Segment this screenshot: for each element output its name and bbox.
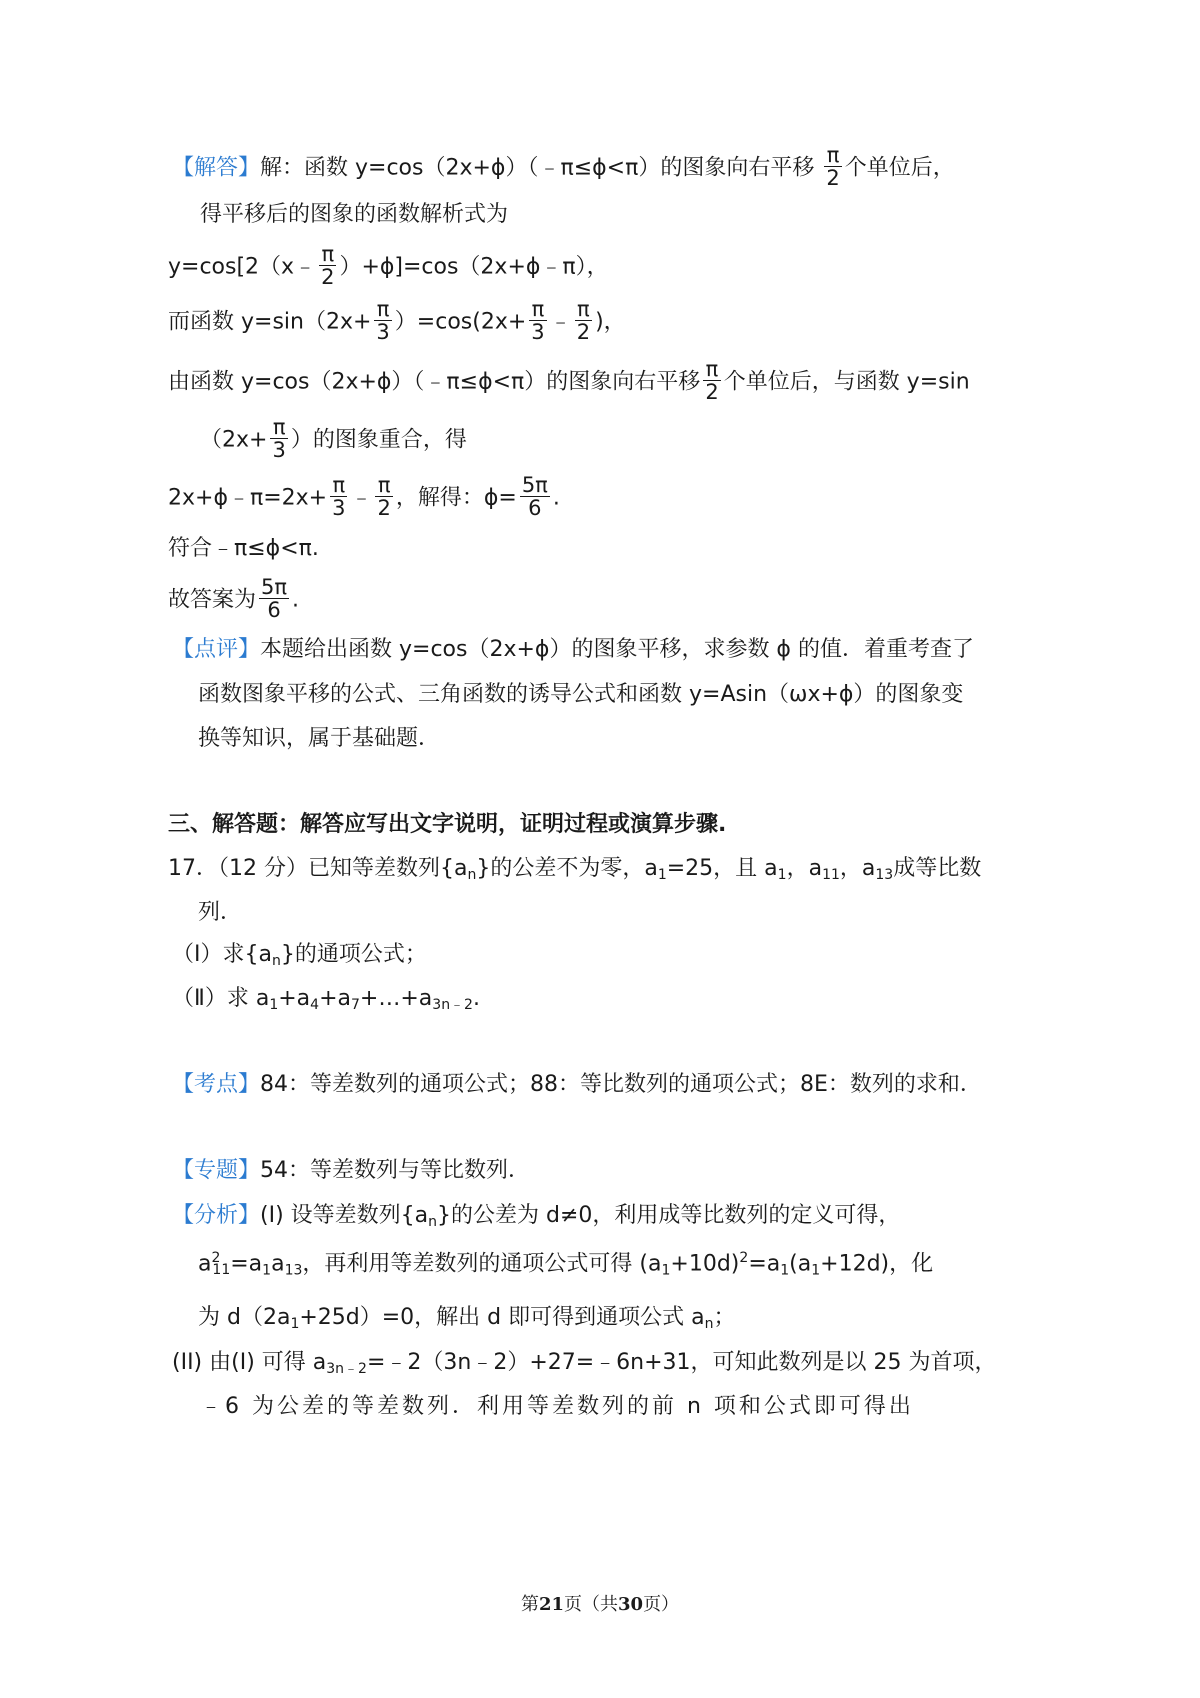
topic-line: 【专题】54：等差数列与等比数列．: [172, 1158, 531, 1183]
answer-line-3: y=cos[2（x﹣ $\frac{\pi}{2}$ ）+ϕ]=cos（2x+ϕ﹣π），: [168, 242, 609, 290]
total-pages: 30: [618, 1594, 644, 1615]
q17-line-2: 列．: [198, 900, 243, 925]
review-line-2: 函数图象平移的公式、三角函数的诱导公式和函数 y=Asin（ωx+ϕ）的图象变: [198, 682, 964, 707]
page-footer: 第21页（共30页）: [520, 1594, 680, 1615]
analysis-line-4: (II) 由(I) 可得 $a_{3n﹣2}=﹣2(3n﹣2)+27=﹣6n+31$，可知此数列是以 25 为首项，: [172, 1350, 997, 1377]
fraction-pi-over-3: $\frac{\pi}{3}$: [531, 297, 545, 345]
fraction-pi-over-2: $\frac{\pi}{2}$: [321, 242, 335, 290]
fraction-pi-over-3: $\frac{\pi}{3}$: [332, 473, 346, 521]
section-title: 三、解答题：解答应写出文字说明，证明过程或演算步骤.: [168, 812, 727, 837]
fraction-pi-over-3: $\frac{\pi}{3}$: [376, 297, 390, 345]
fraction-pi-over-3: $\frac{\pi}{3}$: [272, 415, 286, 463]
fraction-pi-over-2: $\frac{\pi}{2}$: [377, 473, 391, 521]
q17-part-2: （Ⅱ）求 $a_1+a_4+a_7+\dots+a_{3n﹣2}$.: [172, 986, 480, 1013]
fraction-5pi-over-6: $\frac{5\pi}{6}$: [261, 575, 288, 623]
fraction-5pi-over-6: $\frac{5\pi}{6}$: [521, 473, 548, 521]
answer-line-2: 得平移后的图象的函数解析式为: [200, 202, 509, 227]
q17-line-1: 17．（12 分）已知等差数列$\{a_n\}$的公差不为零，$a_1=25$，且 $a_1$，$a_{11}$，$a_{13}$成等比数: [168, 856, 982, 883]
answer-line-7: 2x+ϕ﹣π=2x+ $\frac{\pi}{3}$ ﹣ $\frac{\pi}{2}$ ，解得：ϕ= $\frac{5\pi}{6}$ .: [168, 473, 560, 521]
analysis-line-3: 为 $d(2a_1+25d)=0$，解出 d 即可得到通项公式 $a_n$；: [198, 1305, 736, 1332]
analysis-line-1: 【分析】(I) 设等差数列$\{a_n\}$的公差为 d≠0，利用成等比数列的定义可得，: [172, 1203, 901, 1230]
analysis-line-2: $a^2_{11}=a_1a_{13}$，再利用等差数列的通项公式可得 $(a_1+10d)^2=a_1(a_1+12d)$，化: [198, 1250, 934, 1279]
knowledge-line: 【考点】84：等差数列的通项公式；88：等比数列的通项公式；8E：数列的求和．: [172, 1072, 982, 1097]
analysis-line-5: ﹣6 为公差的等差数列．利用等差数列的前 n 项和公式即可得出: [200, 1394, 914, 1419]
review-tag: 【点评】: [172, 637, 261, 662]
analysis-tag: 【分析】: [172, 1203, 261, 1228]
answer-line-9: 故答案为 $\frac{5\pi}{6}$ .: [168, 575, 300, 623]
answer-tag: 【解答】: [172, 155, 261, 181]
knowledge-tag: 【考点】: [172, 1072, 261, 1097]
answer-line-1: 【解答】解：函数 y=cos（2x+ϕ）（﹣π≤ϕ<π）的图象向右平移 $\frac{\pi}{2}$ 个单位后，: [172, 143, 955, 191]
answer-line-5: 由函数 y=cos（2x+ϕ）（﹣π≤ϕ<π）的图象向右平移 $\frac{\pi}{2}$ 个单位后，与函数 y=sin: [168, 357, 970, 405]
answer-line-6: （2x+ $\frac{\pi}{3}$ ）的图象重合，得: [200, 415, 467, 463]
topic-tag: 【专题】: [172, 1158, 261, 1183]
q17-part-1: （Ⅰ）求$\{a_n\}$的通项公式；: [172, 942, 427, 969]
review-line-1: 【点评】本题给出函数 y=cos（2x+ϕ）的图象平移，求参数 ϕ 的值．着重考查了: [172, 637, 974, 662]
fraction-pi-over-2: $\frac{\pi}{2}$: [705, 357, 719, 405]
fraction-pi-over-2: $\frac{\pi}{2}$: [826, 143, 840, 191]
page-number: 21: [538, 1594, 564, 1615]
answer-line-4: 而函数 y=sin（2x+ $\frac{\pi}{3}$ ）=cos(2x+ $\frac{\pi}{3}$ ﹣ $\frac{\pi}{2}$ )，: [168, 297, 626, 345]
review-line-3: 换等知识，属于基础题．: [198, 726, 441, 751]
fraction-pi-over-2: $\frac{\pi}{2}$: [576, 297, 591, 345]
answer-line-8: 符合﹣π≤ϕ<π.: [168, 536, 319, 561]
